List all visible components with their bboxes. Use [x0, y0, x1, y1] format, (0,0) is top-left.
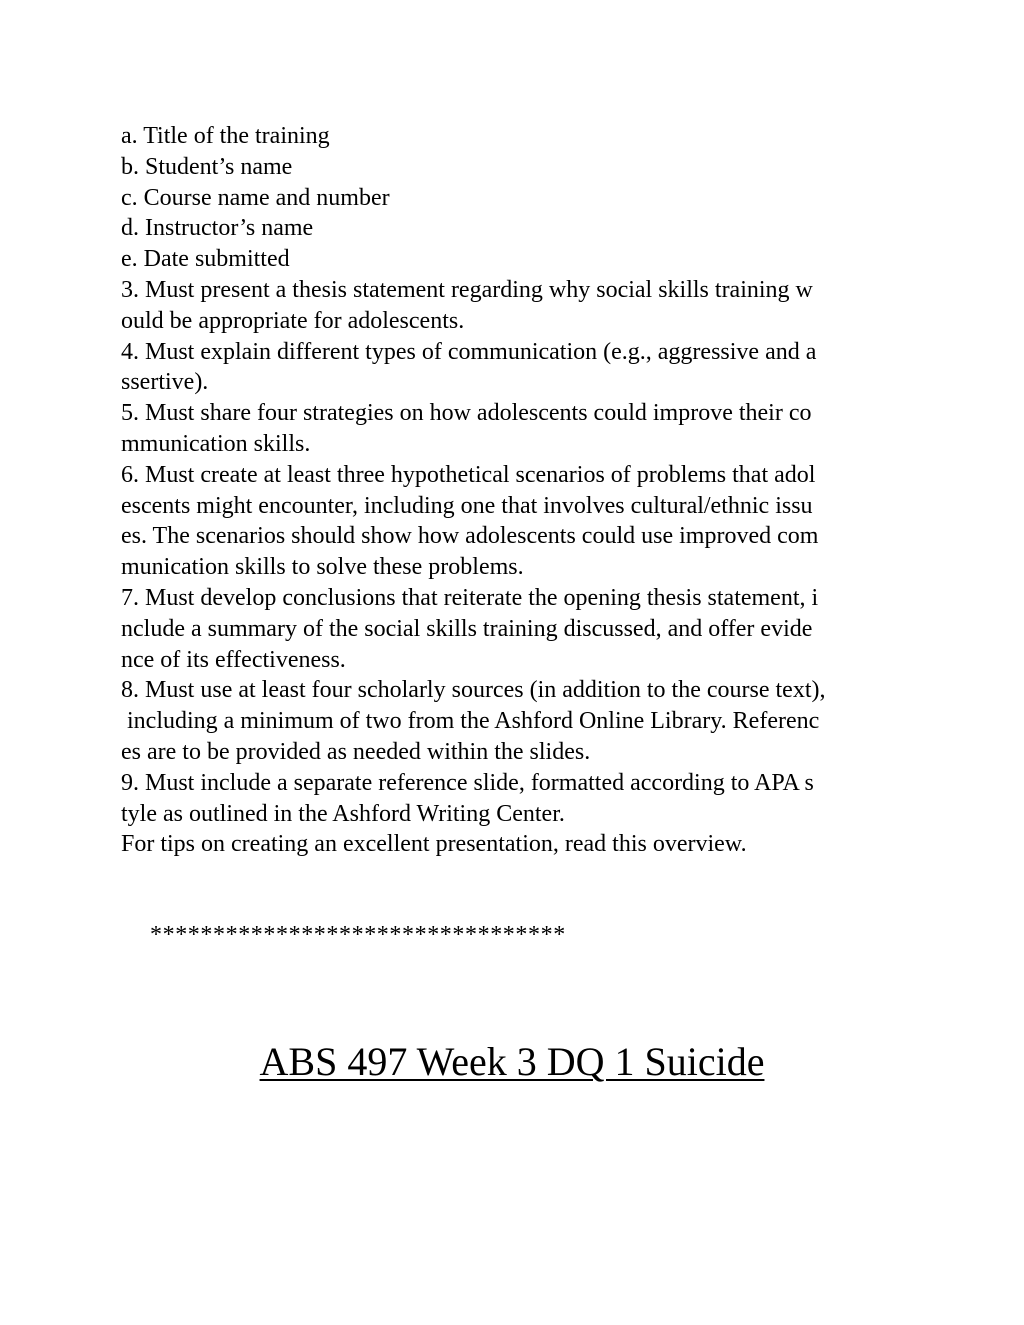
text-line: b. Student’s name	[121, 153, 293, 180]
text-line: including a minimum of two from the Ashford Online Library. Referenc	[121, 708, 820, 735]
heading-link[interactable]: ABS 497 Week 3 DQ 1 Suicide	[259, 1039, 765, 1084]
text-line: For tips on creating an excellent presentation, read this overview.	[121, 831, 747, 858]
text-line: a. Title of the training	[121, 123, 330, 149]
text-line: ould be appropriate for adolescents.	[121, 307, 465, 334]
asterisk-separator: *********************************	[150, 922, 566, 948]
text-line: es. The scenarios should show how adolescents could use improved com	[121, 523, 819, 550]
text-line: es are to be provided as needed within the slides.	[121, 738, 591, 765]
text-line: d. Instructor’s name	[121, 215, 314, 242]
text-line: 7. Must develop conclusions that reiterate the opening thesis statement, i	[121, 584, 819, 611]
text-line: 6. Must create at least three hypothetical scenarios of problems that adol	[121, 461, 816, 488]
text-line: 8. Must use at least four scholarly sources (in addition to the course text),	[121, 677, 826, 704]
text-line: mmunication skills.	[121, 430, 311, 457]
text-line: 5. Must share four strategies on how adolescents could improve their co	[121, 400, 812, 427]
body-text	[121, 121, 921, 860]
text-line: nclude a summary of the social skills training discussed, and offer evide	[121, 615, 813, 642]
text-line: ssertive).	[121, 369, 209, 396]
text-line: e. Date submitted	[121, 246, 290, 273]
text-line: escents might encounter, including one that involves cultural/ethnic issu	[121, 492, 813, 519]
text-line: 4. Must explain different types of communication (e.g., aggressive and a	[121, 338, 817, 365]
page-heading	[0, 1038, 1024, 1086]
text-line: nce of its effectiveness.	[121, 646, 346, 673]
text-line: tyle as outlined in the Ashford Writing Center.	[121, 800, 565, 827]
text-line: 3. Must present a thesis statement regarding why social skills training w	[121, 276, 813, 303]
text-line: munication skills to solve these problems.	[121, 554, 524, 581]
text-line: c. Course name and number	[121, 184, 390, 211]
text-line: 9. Must include a separate reference slide, formatted according to APA s	[121, 769, 814, 796]
